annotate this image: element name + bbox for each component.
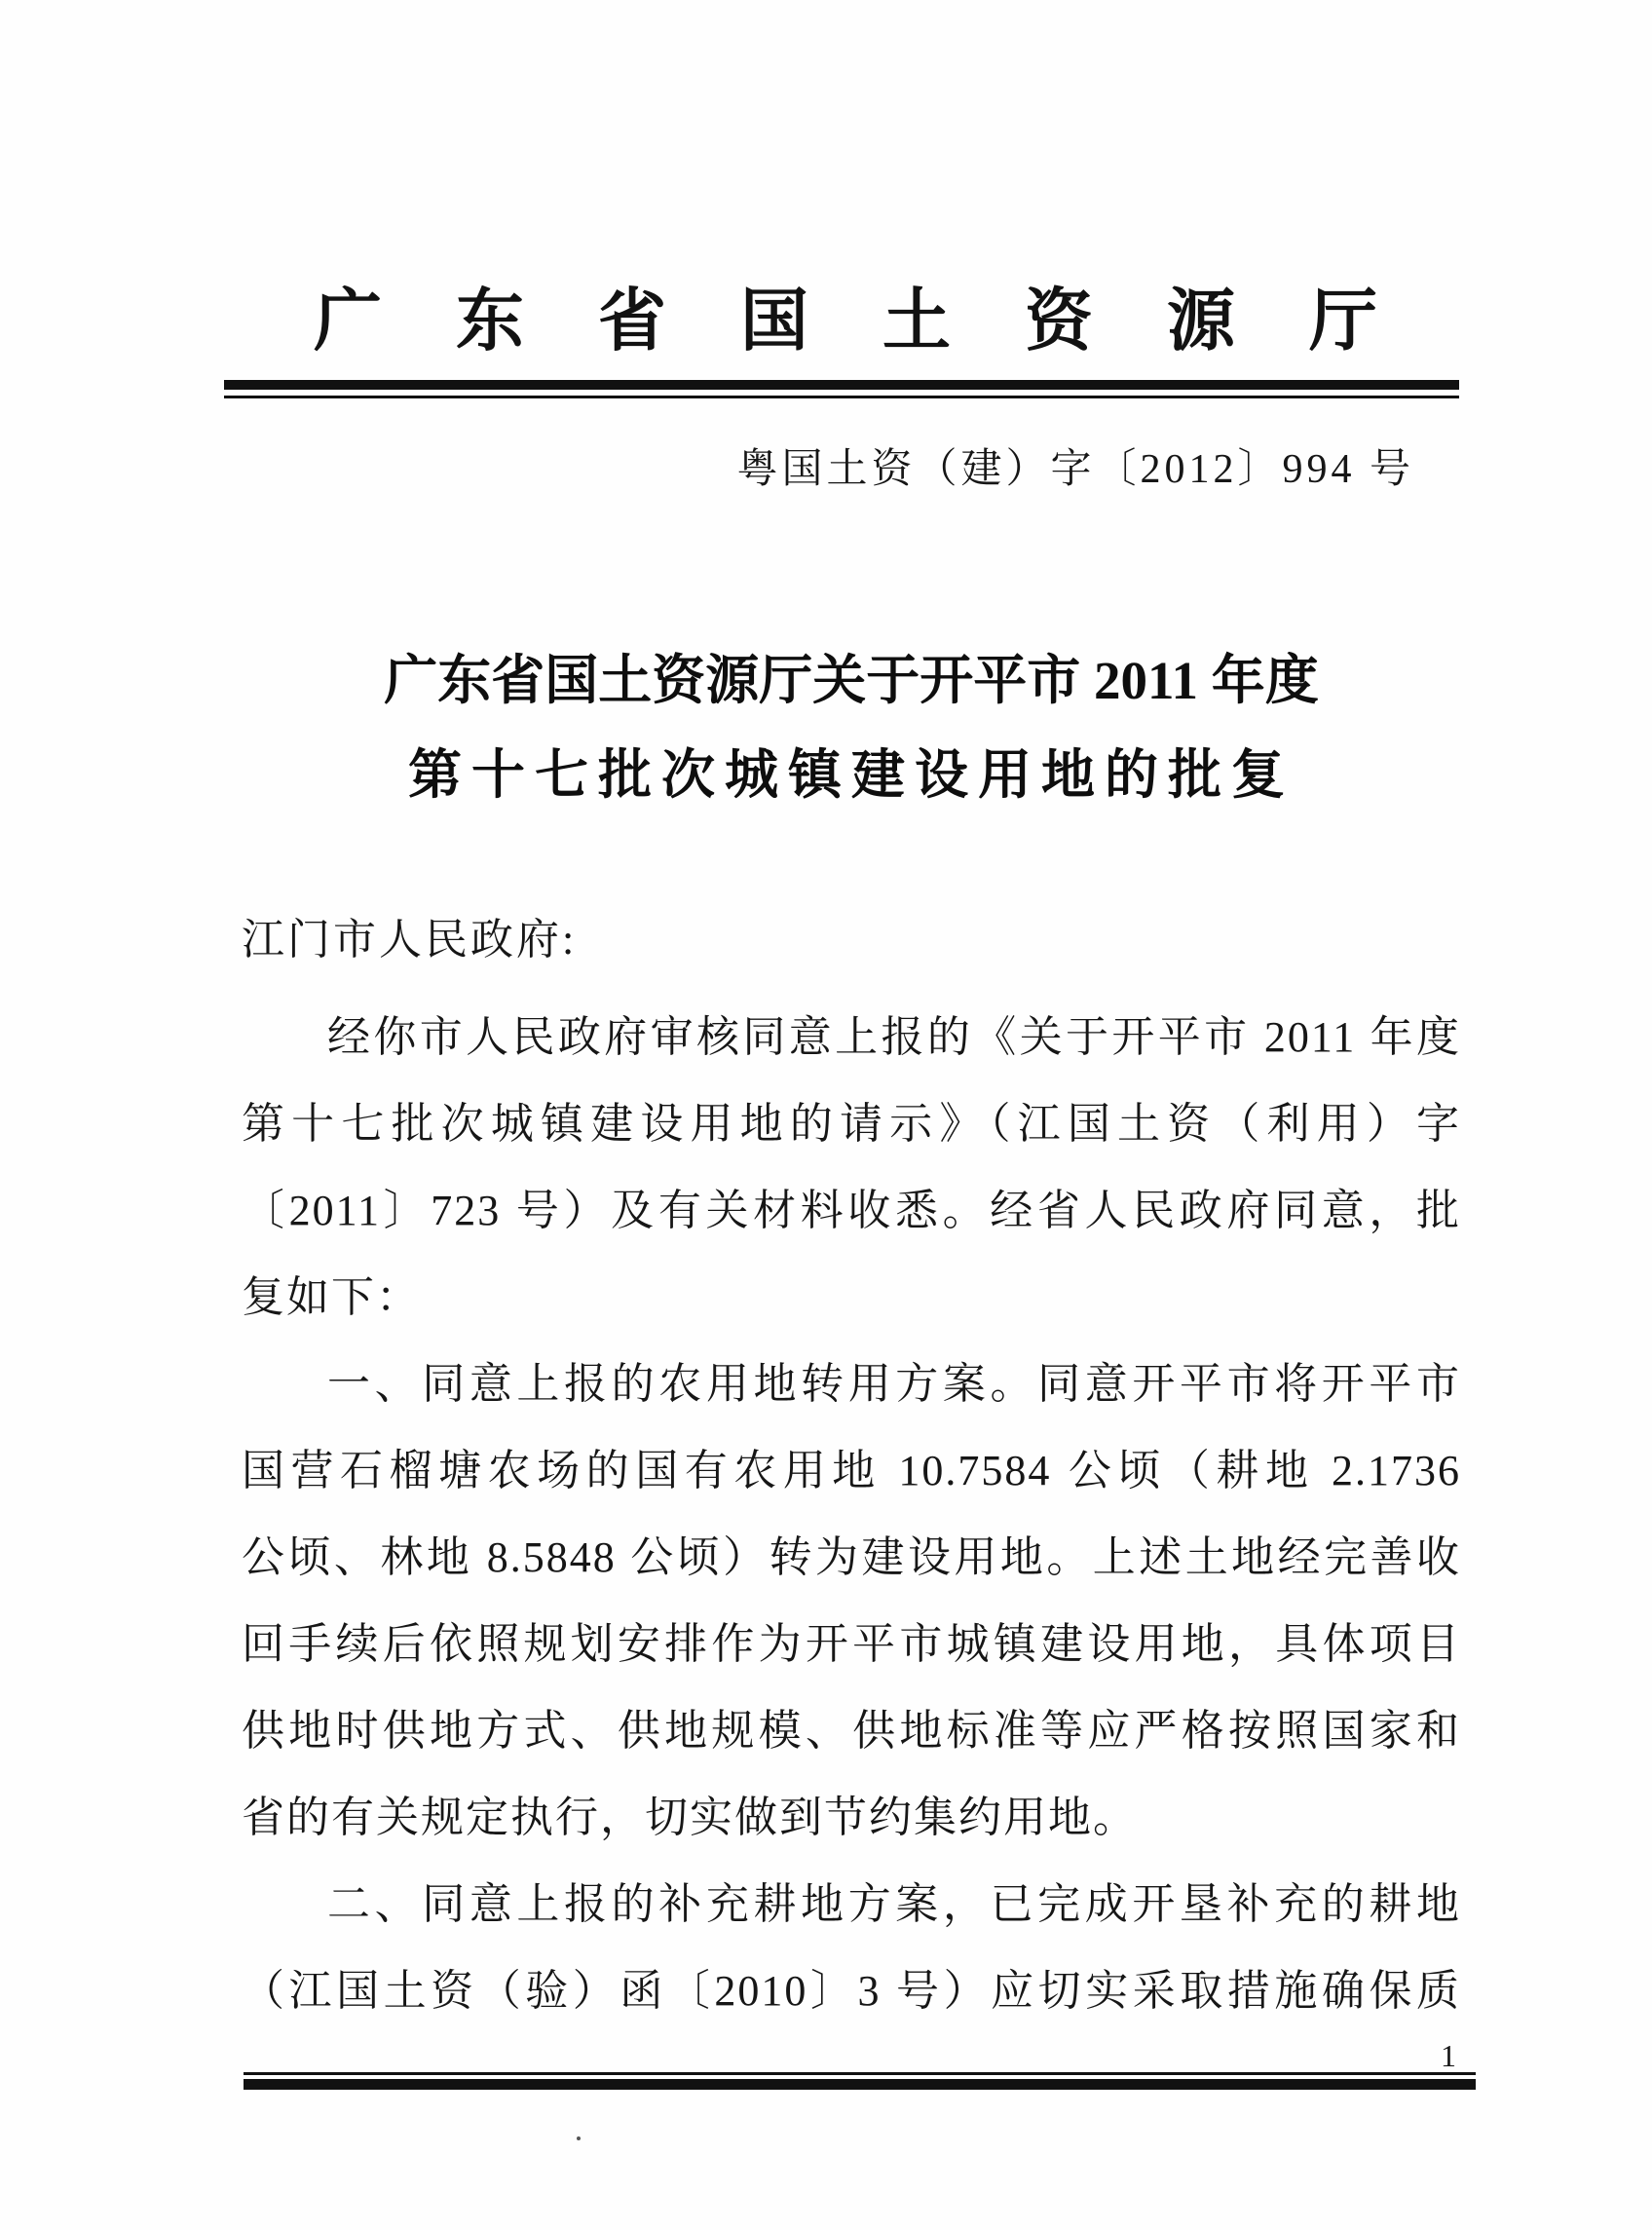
body-line: 省的有关规定执行，切实做到节约集约用地。 xyxy=(242,1794,1138,1841)
body-line: 公顷、林地 8.5848 公顷）转为建设用地。上述土地经完善收 xyxy=(242,1533,1461,1581)
body-line: 复如下： xyxy=(242,1273,421,1321)
body-line: 〔2011〕723 号）及有关材料收悉。经省人民政府同意，批 xyxy=(242,1187,1461,1234)
scan-artifact-dot xyxy=(577,2136,581,2140)
document-number: 粤国土资（建）字〔2012〕994 号 xyxy=(736,447,1414,492)
body-line: 第十七批次城镇建设用地的请示》（江国土资（利用）字 xyxy=(242,1100,1461,1148)
body-line: 供地时供地方式、供地规模、供地标准等应严格按照国家和 xyxy=(242,1707,1461,1755)
body-line: 二、同意上报的补充耕地方案，已完成开垦补充的耕地 xyxy=(327,1880,1461,1928)
document-title-line1: 广东省国土资源厅关于开平市 2011 年度 xyxy=(384,651,1319,710)
footer-divider xyxy=(244,2072,1476,2090)
body-line: 一、同意上报的农用地转用方案。同意开平市将开平市 xyxy=(327,1360,1461,1408)
body-line: 经你市人民政府审核同意上报的《关于开平市 2011 年度 xyxy=(327,1013,1461,1061)
body-text xyxy=(242,994,1461,2034)
body-line: 国营石榴塘农场的国有农用地 10.7584 公顷（耕地 2.1736 xyxy=(242,1447,1461,1494)
page-number: 1 xyxy=(1441,2038,1456,2073)
document-title-line2: 第十七批次城镇建设用地的批复 xyxy=(407,745,1295,805)
salutation: 江门市人民政府: xyxy=(242,916,578,964)
body-line: 回手续后依照规划安排作为开平市城镇建设用地，具体项目 xyxy=(242,1620,1461,1668)
document-title xyxy=(242,633,1461,822)
letterhead-divider xyxy=(224,380,1459,398)
letterhead-title: 广东省国土资源厅 xyxy=(314,284,1451,359)
body-line: （江国土资（验）函〔2010〕3 号）应切实采取措施确保质 xyxy=(242,1967,1461,2015)
